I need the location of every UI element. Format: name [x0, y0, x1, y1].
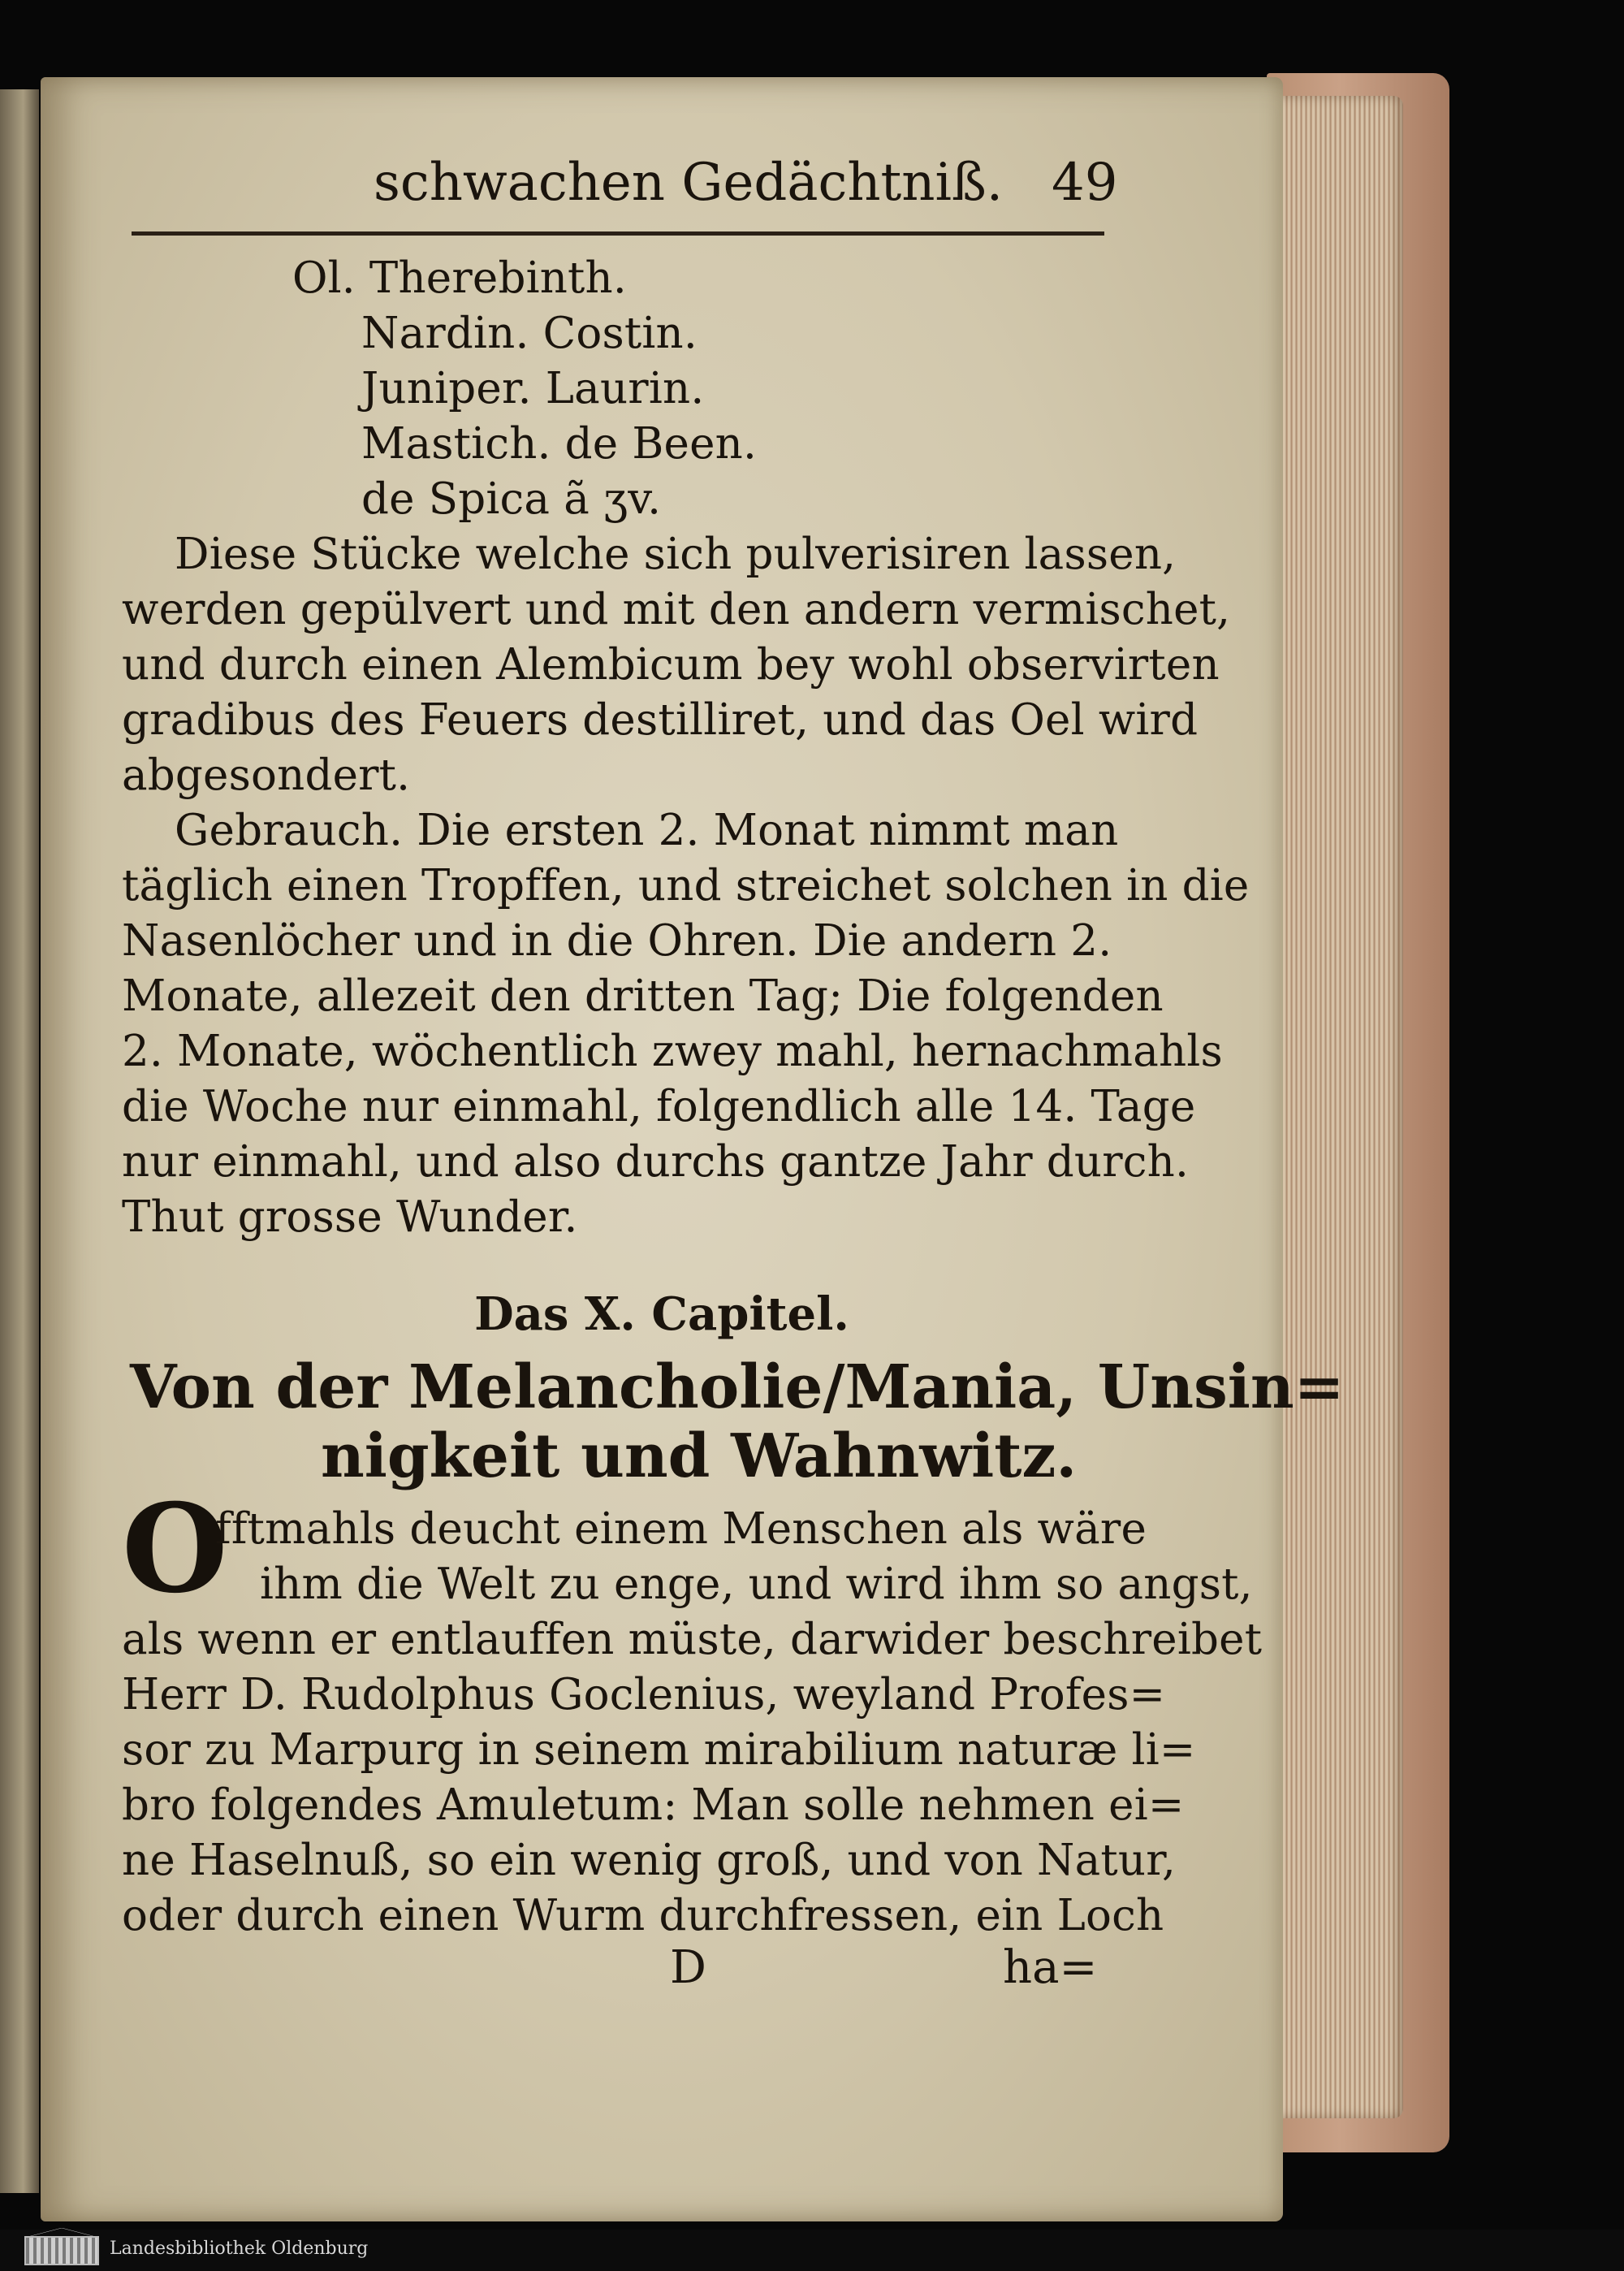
text-line: ihm die Welt zu enge, und wird ihm so angst,	[260, 1559, 1253, 1609]
header-rule	[132, 231, 1104, 236]
text-line: Herr D. Rudolphus Goclenius, weyland Profes=	[122, 1670, 1166, 1719]
text-line: sor zu Marpurg in seinem mirabilium naturæ li=	[122, 1725, 1196, 1775]
running-title: schwachen Gedächtniß.	[374, 153, 1004, 213]
text-line: Nasenlöcher und in die Ohren. Die andern 2.	[122, 916, 1112, 966]
ingredient-line: Nardin. Costin.	[361, 309, 698, 358]
text-line: werden gepülvert und mit den andern vermischet,	[122, 585, 1231, 634]
ingredient-line: de Spica ã ʒv.	[361, 474, 662, 524]
previous-page-edge	[0, 89, 39, 2193]
drop-cap: O	[122, 1477, 228, 1620]
chapter-title-line-2: nigkeit und Wahnwitz.	[321, 1421, 1078, 1491]
text-line: als wenn er entlauffen müste, darwider beschreibet	[122, 1615, 1263, 1664]
text-line: Thut grosse Wunder.	[122, 1192, 578, 1242]
signature-mark: D	[670, 1941, 706, 1994]
page-number: 49	[1052, 153, 1118, 213]
text-line: oder durch einen Wurm durchfressen, ein Loch	[122, 1891, 1164, 1940]
text-line: täglich einen Tropffen, und streichet solchen in die	[122, 861, 1250, 911]
text-line: 2. Monate, wöchentlich zwey mahl, hernachmahls	[122, 1027, 1223, 1076]
text-line: fftmahls deucht einem Menschen als wäre	[215, 1504, 1147, 1554]
ingredient-line: Juniper. Laurin.	[361, 364, 705, 413]
text-line: Diese Stücke welche sich pulverisiren lassen,	[175, 530, 1177, 579]
library-building-icon	[24, 2236, 99, 2265]
ingredient-line: Ol. Therebinth.	[292, 253, 627, 303]
text-line: nur einmahl, und also durchs gantze Jahr durch.	[122, 1137, 1190, 1187]
text-line: bro folgendes Amuletum: Man solle nehmen ei=	[122, 1780, 1185, 1830]
text-line: und durch einen Alembicum bey wohl observirten	[122, 640, 1220, 690]
text-line: abgesondert.	[122, 751, 411, 800]
text-line: die Woche nur einmahl, folgendlich alle 14. Tage	[122, 1082, 1196, 1131]
page-edges	[1273, 96, 1403, 2118]
chapter-label: Das X. Capitel.	[474, 1287, 849, 1341]
text-line: Gebrauch. Die ersten 2. Monat nimmt man	[175, 806, 1119, 855]
text-line: Monate, allezeit den dritten Tag; Die folgenden	[122, 971, 1164, 1021]
text-line: ne Haselnuß, so ein wenig groß, und von Natur,	[122, 1836, 1176, 1885]
catchword: ha=	[1003, 1941, 1098, 1994]
library-credit: Landesbibliothek Oldenburg	[110, 2239, 369, 2259]
chapter-title-line-1: Von der Melancholie/Mania, Unsin=	[130, 1352, 1345, 1422]
text-line: gradibus des Feuers destilliret, und das Oel wird	[122, 695, 1199, 745]
ingredient-line: Mastich. de Been.	[361, 419, 758, 469]
